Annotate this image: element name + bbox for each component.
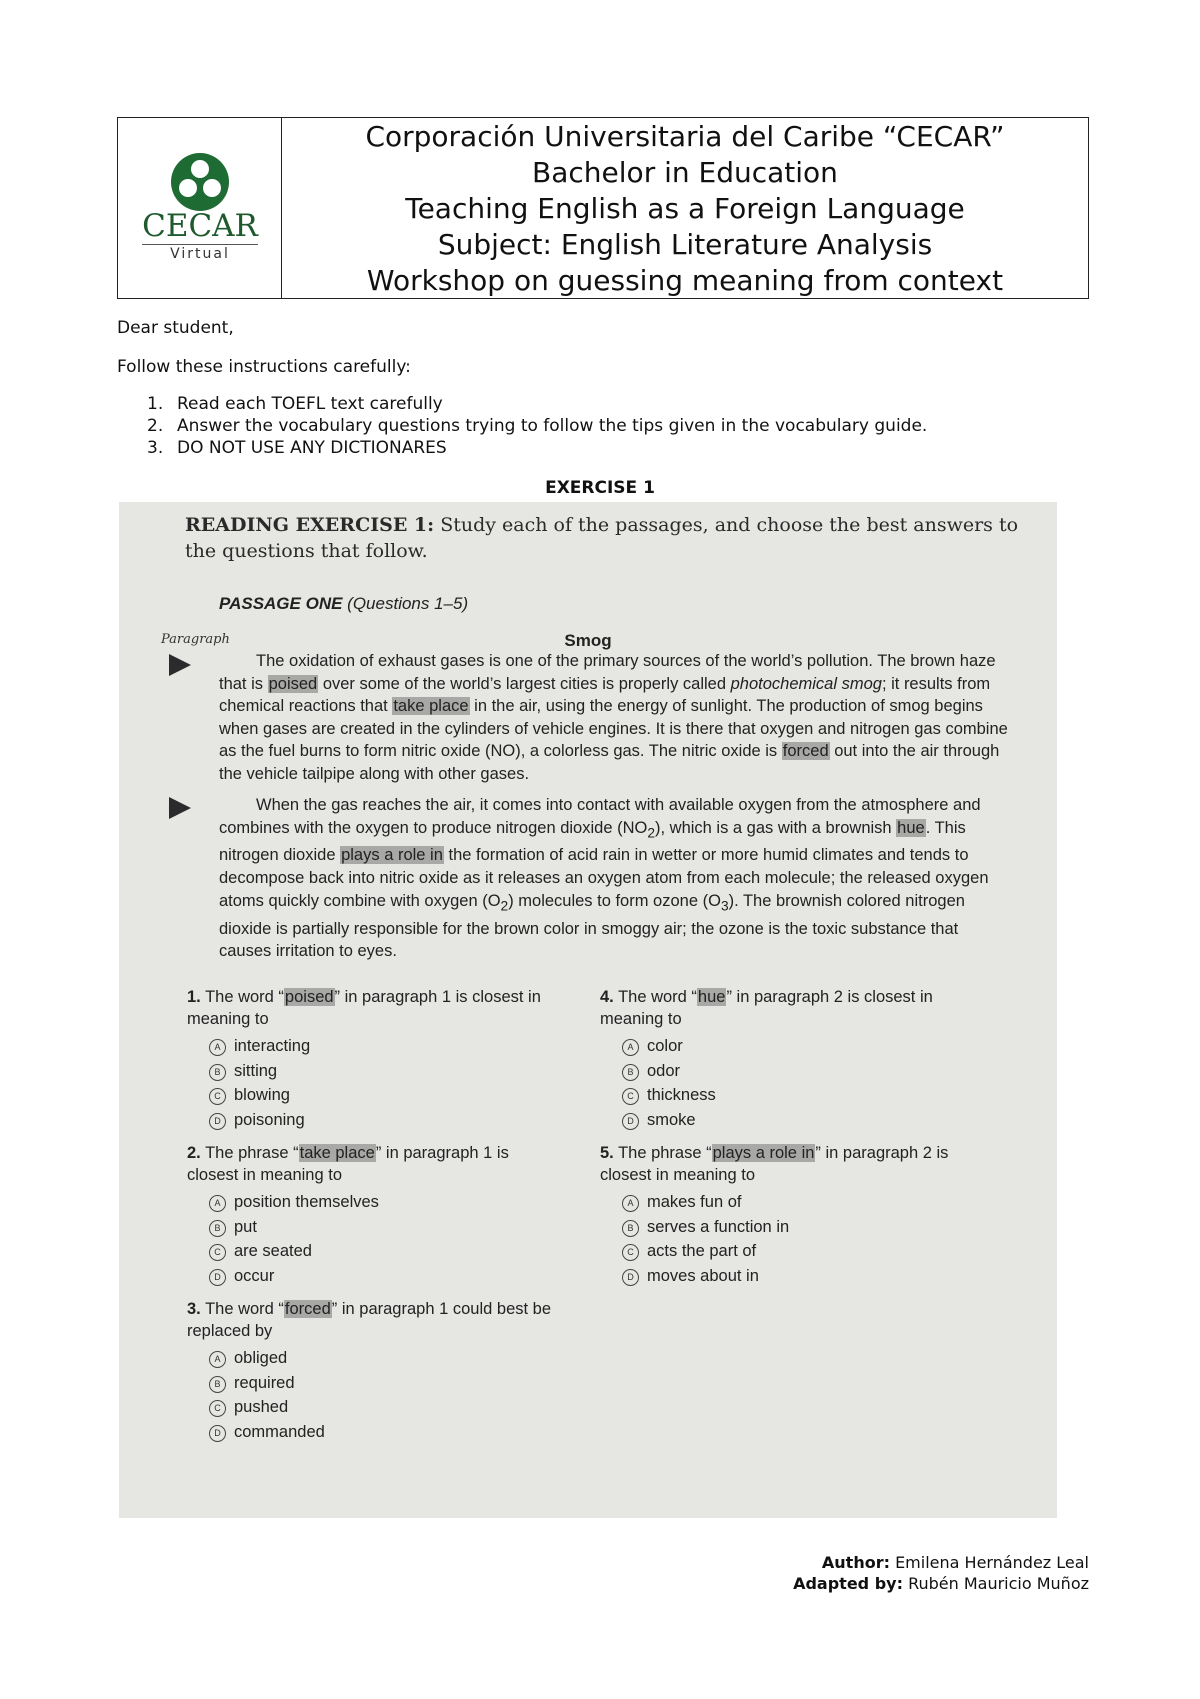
answer-option xyxy=(209,1264,557,1289)
passage-title: Smog xyxy=(564,631,612,650)
option-text: poisoning xyxy=(234,1110,305,1129)
answer-option xyxy=(209,1395,557,1420)
text-run: ; it results from chemical reactions that xyxy=(219,674,991,716)
adapter-name: Rubén Mauricio Muñoz xyxy=(902,1574,1089,1593)
answer-option xyxy=(209,1034,557,1059)
credits xyxy=(793,1552,1089,1594)
option-text: are seated xyxy=(234,1242,312,1260)
exercise-heading: EXERCISE 1 xyxy=(545,478,655,498)
answer-options xyxy=(209,1346,557,1444)
instruction-list xyxy=(147,393,927,459)
answer-option xyxy=(622,1083,980,1108)
question-stem xyxy=(187,1298,557,1342)
highlighted-term: hue xyxy=(697,988,726,1006)
italic-term: photochemical smog xyxy=(730,674,882,693)
answer-options xyxy=(622,1190,980,1288)
option-letter-icon: B xyxy=(622,1220,639,1237)
instructions-lead: Follow these instructions carefully: xyxy=(117,357,411,377)
instruction-text: Answer the vocabulary questions trying to follow the tips given in the vocabulary guide. xyxy=(177,416,928,436)
paragraph-marker-icon xyxy=(169,797,191,819)
greeting: Dear student, xyxy=(117,318,234,338)
workshop-title: Workshop on guessing meaning from context xyxy=(366,264,1004,297)
option-text: required xyxy=(234,1373,295,1392)
question-number: 3. xyxy=(187,1300,201,1318)
highlighted-term: forced xyxy=(782,742,829,761)
paragraph-marker-icon xyxy=(169,654,191,676)
exercise-label: READING EXERCISE 1: xyxy=(185,514,435,536)
author-credit xyxy=(793,1552,1089,1573)
title-cell xyxy=(282,118,1088,298)
author-name: Emilena Hernández Leal xyxy=(889,1553,1089,1572)
adapter-credit xyxy=(793,1573,1089,1594)
option-letter-icon: A xyxy=(209,1351,226,1368)
text-run: The oxidation of exhaust gases is one of the primary sources of the world’s pollution. The brown haze that is xyxy=(219,652,996,693)
instruction-item xyxy=(147,437,927,459)
option-text: acts the part of xyxy=(647,1242,757,1260)
question-number: 5. xyxy=(600,1144,614,1162)
option-letter-icon: D xyxy=(622,1113,639,1130)
text-run: the formation of acid rain in wetter or more humid climates and tends to decompose back into nitric oxide as it releases an oxygen atom from each molecule; the released oxygen atoms quickly combine with oxygen (O xyxy=(219,846,989,910)
highlighted-term: poised xyxy=(284,988,334,1006)
answer-option xyxy=(209,1083,557,1108)
option-letter-icon: A xyxy=(209,1195,226,1212)
text-run: ” in paragraph 1 is closest in meaning to xyxy=(187,988,541,1028)
text-run: . This nitrogen dioxide xyxy=(219,818,966,865)
header-table xyxy=(117,117,1089,299)
scanned-exercise xyxy=(119,502,1057,1518)
option-letter-icon: A xyxy=(209,1039,226,1056)
subject-line: Subject: English Literature Analysis xyxy=(437,228,933,261)
option-letter-icon: C xyxy=(209,1244,226,1261)
text-run: The phrase “ xyxy=(618,1144,712,1162)
institution-name: Corporación Universitaria del Caribe “CECAR” xyxy=(365,120,1005,153)
cecar-logo-icon xyxy=(170,152,230,212)
question-5 xyxy=(600,1142,980,1288)
question-number: 1. xyxy=(187,988,201,1006)
option-letter-icon: A xyxy=(622,1195,639,1212)
passage-name: PASSAGE ONE xyxy=(219,594,343,613)
program-name: Bachelor in Education xyxy=(532,156,838,189)
text-run: over some of the world’s largest cities is properly called xyxy=(318,674,731,693)
option-letter-icon: C xyxy=(209,1400,226,1417)
exercise-instructions xyxy=(185,512,1047,564)
subscript: 2 xyxy=(500,897,509,913)
answer-options xyxy=(622,1034,980,1132)
answer-option xyxy=(209,1215,557,1240)
answer-option xyxy=(622,1215,980,1240)
question-4 xyxy=(600,986,980,1132)
option-text: commanded xyxy=(234,1422,325,1441)
option-text: color xyxy=(647,1037,683,1055)
answer-option xyxy=(622,1264,980,1289)
option-letter-icon: B xyxy=(622,1064,639,1081)
answer-option xyxy=(209,1190,557,1215)
answer-options xyxy=(209,1190,557,1288)
subscript: 3 xyxy=(720,897,729,913)
text-run: ” in paragraph 2 is closest in meaning to xyxy=(600,988,933,1028)
paragraph-1 xyxy=(219,650,1009,786)
logo-cell xyxy=(118,118,282,298)
highlighted-term: take place xyxy=(299,1144,375,1162)
text-run: The phrase “ xyxy=(205,1144,299,1162)
question-number: 4. xyxy=(600,988,614,1006)
question-stem xyxy=(187,986,557,1030)
program-focus: Teaching English as a Foreign Language xyxy=(405,192,965,225)
option-letter-icon: D xyxy=(209,1269,226,1286)
text-run: ), which is a gas with a brownish xyxy=(654,818,897,837)
instruction-number: 2. xyxy=(147,416,164,436)
instruction-number: 1. xyxy=(147,394,164,414)
answer-option xyxy=(622,1034,980,1059)
text-run: ) molecules to form ozone (O xyxy=(508,891,721,910)
logo-subtitle: Virtual xyxy=(170,246,230,262)
option-text: pushed xyxy=(234,1398,289,1416)
answer-option xyxy=(209,1420,557,1445)
option-letter-icon: C xyxy=(622,1088,639,1105)
option-letter-icon: D xyxy=(209,1113,226,1130)
text-run: ” in paragraph 1 is closest in meaning to xyxy=(187,1144,509,1184)
option-text: makes fun of xyxy=(647,1193,742,1211)
answer-options xyxy=(209,1034,557,1132)
passage-question-range: (Questions 1–5) xyxy=(347,594,469,613)
question-stem xyxy=(600,986,980,1030)
text-run: in the air, using the energy of sunlight. The production of smog begins when gases are created in the cylinders of vehicle engines. It is there that oxygen and nitrogen gas combine as the fuel burns to form nitric oxide (NO), a colorless gas. The nitric oxide is xyxy=(219,697,1008,761)
option-text: blowing xyxy=(234,1086,290,1104)
option-letter-icon: B xyxy=(209,1064,226,1081)
instruction-item xyxy=(147,393,927,415)
instruction-item xyxy=(147,415,927,437)
option-text: obliged xyxy=(234,1349,288,1367)
highlighted-term: forced xyxy=(284,1300,331,1318)
option-letter-icon: C xyxy=(209,1088,226,1105)
option-text: smoke xyxy=(647,1110,696,1129)
answer-option xyxy=(622,1190,980,1215)
question-2 xyxy=(187,1142,557,1288)
option-letter-icon: C xyxy=(622,1244,639,1261)
highlighted-term: plays a role in xyxy=(341,846,443,865)
text-run: When the gas reaches the air, it comes into contact with available oxygen from the atmosphere and combines with the oxygen to produce nitrogen dioxide (NO xyxy=(219,796,981,837)
author-label: Author: xyxy=(821,1553,890,1572)
question-1 xyxy=(187,986,557,1132)
answer-option xyxy=(622,1059,980,1084)
question-stem xyxy=(187,1142,557,1186)
paragraph-1-text xyxy=(219,652,1008,783)
instruction-text: Read each TOEFL text carefully xyxy=(177,394,443,414)
option-text: interacting xyxy=(234,1037,311,1055)
option-letter-icon: A xyxy=(622,1039,639,1056)
option-text: put xyxy=(234,1217,257,1236)
highlighted-term: plays a role in xyxy=(712,1144,815,1162)
passage-label xyxy=(219,594,468,614)
question-stem xyxy=(600,1142,980,1186)
answer-option xyxy=(209,1371,557,1396)
exercise-directions: Study each of the passages, and choose the best answers to the questions that follow. xyxy=(185,514,1019,562)
instruction-number: 3. xyxy=(147,438,164,458)
option-text: thickness xyxy=(647,1086,716,1104)
adapted-label: Adapted by: xyxy=(793,1574,903,1593)
instruction-text: DO NOT USE ANY DICTIONARES xyxy=(177,438,447,458)
text-run: The word “ xyxy=(618,988,697,1006)
option-text: position themselves xyxy=(234,1193,379,1211)
logo-divider xyxy=(142,244,258,245)
option-text: moves about in xyxy=(647,1266,759,1285)
paragraph-margin-label: Paragraph xyxy=(161,632,230,647)
answer-option xyxy=(622,1108,980,1133)
answer-option xyxy=(209,1239,557,1264)
question-3 xyxy=(187,1298,557,1444)
logo-wordmark: CECAR xyxy=(142,208,258,244)
text-run: ). The brownish colored nitrogen dioxide is partially responsible for the brown color in smoggy air; the ozone is the toxic substance that causes irritation to eyes. xyxy=(219,891,965,961)
option-letter-icon: D xyxy=(622,1269,639,1286)
option-letter-icon: B xyxy=(209,1220,226,1237)
highlighted-term: poised xyxy=(268,674,318,693)
paragraph-2-text xyxy=(219,796,989,960)
text-run: ” in paragraph 2 is closest in meaning to xyxy=(600,1144,949,1184)
text-run: The word “ xyxy=(205,1300,284,1318)
option-text: sitting xyxy=(234,1061,278,1080)
text-run: ” in paragraph 1 could best be replaced by xyxy=(187,1300,552,1340)
highlighted-term: hue xyxy=(897,818,925,837)
option-text: occur xyxy=(234,1266,275,1285)
subscript: 2 xyxy=(647,824,655,840)
text-run: The word “ xyxy=(205,988,284,1006)
paragraph-2 xyxy=(219,794,1009,963)
answer-option xyxy=(209,1108,557,1133)
option-text: serves a function in xyxy=(647,1217,790,1236)
answer-option xyxy=(209,1346,557,1371)
question-number: 2. xyxy=(187,1144,201,1162)
option-text: odor xyxy=(647,1061,681,1080)
highlighted-term: take place xyxy=(393,697,469,716)
answer-option xyxy=(209,1059,557,1084)
option-letter-icon: D xyxy=(209,1425,226,1442)
option-letter-icon: B xyxy=(209,1376,226,1393)
answer-option xyxy=(622,1239,980,1264)
text-run: out into the air through the vehicle tailpipe along with other gases. xyxy=(219,742,1000,783)
